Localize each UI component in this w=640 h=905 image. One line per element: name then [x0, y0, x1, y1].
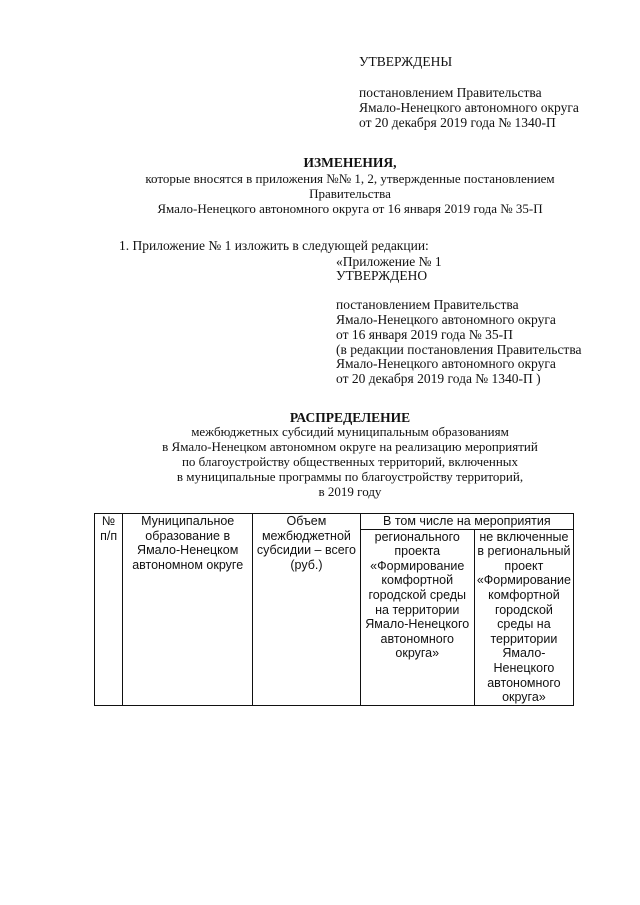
distribution-line-5: в 2019 году — [318, 484, 382, 499]
changes-line-1: которые вносятся в приложения №№ 1, 2, утвержденные постановлением — [145, 171, 555, 186]
changes-title: ИЗМЕНЕНИЯ, — [303, 155, 397, 170]
header-regional-project: регионального проекта «Формирование комфортной городской среды на территории Ямало-Ненецкого автономного округа» — [360, 529, 474, 705]
annex-line-1: постановлением Правительства — [336, 297, 519, 312]
changes-line-2: Правительства — [309, 186, 391, 201]
distribution-line-1: межбюджетных субсидий муниципальным образованиям — [191, 424, 509, 439]
item-1-instruction: 1. Приложение № 1 изложить в следующей редакции: — [119, 238, 429, 253]
header-not-regional-project: не включенные в региональный проект «Формирование комфортной городской среды на территории Ямало-Ненецкого автономного округа» — [474, 529, 573, 705]
distribution-title: РАСПРЕДЕЛЕНИЕ — [289, 410, 411, 425]
annex-line-2: Ямало-Ненецкого автономного округа — [336, 312, 556, 327]
header-num: № п/п — [95, 514, 123, 706]
header-volume: Объем межбюджетной субсидии – всего (руб.) — [253, 514, 360, 706]
annex-line-5: Ямало-Ненецкого автономного округа — [336, 356, 556, 371]
distribution-line-3: по благоустройству общественных территорий, включенных — [181, 454, 519, 469]
approval-line-2: Ямало-Ненецкого автономного округа — [359, 100, 579, 115]
header-including: В том числе на мероприятия — [360, 514, 573, 530]
distribution-line-4: в муниципальные программы по благоустройству территорий, — [176, 469, 524, 484]
annex-label: «Приложение № 1 — [336, 254, 442, 269]
annex-line-6: от 20 декабря 2019 года № 1340-П ) — [336, 371, 541, 386]
approval-line-1: постановлением Правительства — [359, 85, 542, 100]
header-municipality: Муниципальное образование в Ямало-Ненецком автономном округе — [123, 514, 253, 706]
annex-line-3: от 16 января 2019 года № 35-П — [336, 327, 513, 342]
annex-line-4: (в редакции постановления Правительства — [336, 342, 582, 357]
changes-line-3: Ямало-Ненецкого автономного округа от 16 января 2019 года № 35-П — [157, 201, 543, 216]
approval-title: УТВЕРЖДЕНЫ — [359, 54, 453, 69]
distribution-line-2: в Ямало-Ненецком автономном округе на реализацию мероприятий — [162, 439, 538, 454]
distribution-table — [94, 513, 574, 706]
approval-line-3: от 20 декабря 2019 года № 1340-П — [359, 115, 556, 130]
annex-approved: УТВЕРЖДЕНО — [336, 268, 428, 283]
